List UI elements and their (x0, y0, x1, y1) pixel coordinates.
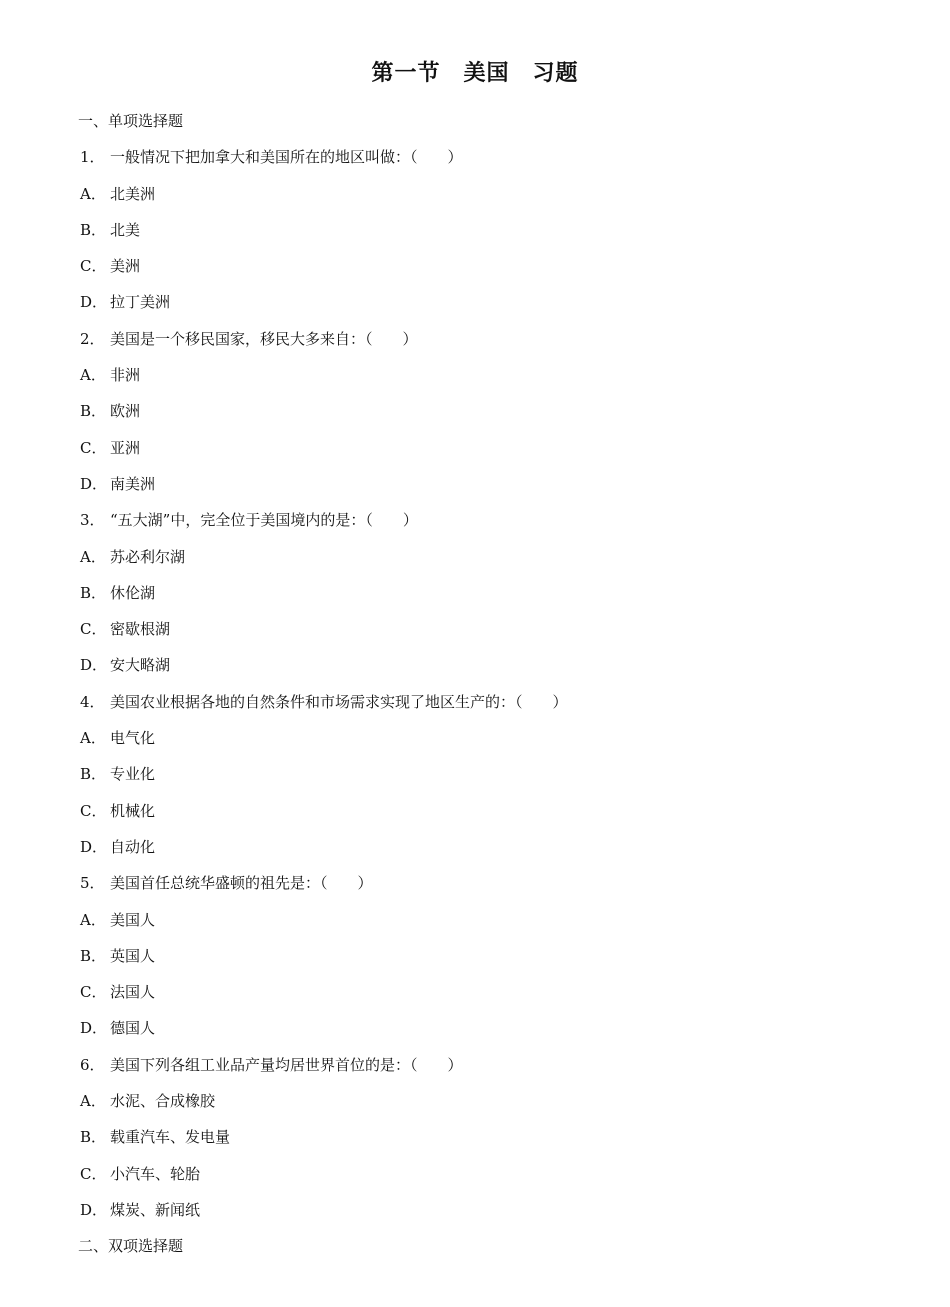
answer-option (0, 544, 950, 580)
option-letter: A． (80, 366, 106, 385)
option-letter: C． (80, 1164, 107, 1183)
option-letter: B． (80, 220, 107, 239)
answer-option (0, 253, 950, 289)
answer-option (0, 289, 950, 325)
option-text: 美国人 (110, 910, 156, 929)
answer-option (0, 398, 950, 434)
option-text: 载重汽车、发电量 (110, 1128, 231, 1147)
section-heading: 二、双项选择题 (78, 1237, 184, 1256)
option-text: 拉丁美洲 (110, 293, 171, 312)
option-text: 机械化 (110, 801, 156, 820)
option-letter: B． (80, 765, 107, 784)
question-number: 4． (80, 692, 105, 711)
section-heading: 一、单项选择题 (78, 112, 184, 130)
option-letter: A． (80, 547, 106, 566)
question-number: 2． (80, 329, 105, 348)
answer-option (0, 1197, 950, 1233)
question-text: “五大湖”中，完全位于美国境内的是：（ ） (110, 511, 418, 530)
answer-option (0, 435, 950, 471)
option-text: 水泥、合成橡胶 (110, 1092, 216, 1111)
option-text: 德国人 (110, 1019, 156, 1038)
option-text: 密歇根湖 (110, 620, 171, 639)
question (0, 144, 950, 180)
answer-option (0, 217, 950, 253)
option-letter: C． (80, 620, 107, 639)
option-letter: C． (80, 438, 107, 457)
option-text: 美洲 (110, 257, 141, 276)
option-text: 欧洲 (110, 402, 141, 421)
question (0, 870, 950, 906)
option-text: 专业化 (110, 765, 156, 784)
option-letter: B． (80, 1128, 107, 1147)
answer-option (0, 362, 950, 398)
answer-option (0, 834, 950, 870)
question-number: 5． (80, 874, 105, 893)
question-number: 3． (80, 511, 105, 530)
option-letter: A． (80, 1092, 106, 1111)
answer-option (0, 1088, 950, 1124)
option-text: 电气化 (110, 729, 156, 748)
answer-option (0, 616, 950, 652)
option-text: 休伦湖 (110, 583, 156, 602)
option-letter: C． (80, 257, 107, 276)
option-text: 北美洲 (110, 184, 156, 203)
answer-option (0, 1015, 950, 1051)
option-letter: A． (80, 184, 106, 203)
question-text: 美国首任总统华盛顿的祖先是：（ ） (110, 874, 373, 893)
option-text: 苏必利尔湖 (110, 547, 186, 566)
option-text: 英国人 (110, 946, 156, 965)
option-text: 南美洲 (110, 474, 156, 493)
option-letter: D． (80, 656, 108, 675)
question-number: 1． (80, 148, 105, 167)
answer-option (0, 1161, 950, 1197)
answer-option (0, 1124, 950, 1160)
question-number: 6． (80, 1055, 105, 1074)
question (0, 507, 950, 543)
option-text: 煤炭、新闻纸 (110, 1200, 201, 1219)
answer-option (0, 979, 950, 1015)
question-list (0, 108, 950, 1270)
answer-option (0, 907, 950, 943)
option-letter: B． (80, 402, 107, 421)
answer-option (0, 580, 950, 616)
option-letter: D． (80, 293, 108, 312)
question-text: 美国是一个移民国家，移民大多来自：（ ） (110, 329, 418, 348)
option-letter: C． (80, 983, 107, 1002)
question (0, 326, 950, 362)
answer-option (0, 652, 950, 688)
page-title: 第一节 美国 习题 (371, 60, 579, 86)
option-text: 自动化 (110, 837, 156, 856)
answer-option (0, 761, 950, 797)
option-text: 安大略湖 (110, 656, 171, 675)
answer-option (0, 943, 950, 979)
option-letter: D． (80, 837, 108, 856)
option-letter: D． (80, 1019, 108, 1038)
option-letter: D． (80, 474, 108, 493)
option-letter: A． (80, 729, 106, 748)
question-text: 美国农业根据各地的自然条件和市场需求实现了地区生产的：（ ） (110, 692, 568, 711)
option-letter: B． (80, 583, 107, 602)
question-text: 美国下列各组工业品产量均居世界首位的是：（ ） (110, 1055, 463, 1074)
option-text: 法国人 (110, 983, 156, 1002)
question-text: 一般情况下把加拿大和美国所在的地区叫做：（ ） (110, 148, 463, 167)
option-text: 小汽车、轮胎 (110, 1164, 201, 1183)
option-letter: A． (80, 910, 106, 929)
question (0, 1052, 950, 1088)
option-text: 非洲 (110, 366, 141, 385)
option-text: 北美 (110, 220, 141, 239)
option-letter: D． (80, 1200, 108, 1219)
question (0, 689, 950, 725)
option-text: 亚洲 (110, 438, 141, 457)
option-letter: B． (80, 946, 107, 965)
answer-option (0, 798, 950, 834)
answer-option (0, 181, 950, 217)
answer-option (0, 471, 950, 507)
option-letter: C． (80, 801, 107, 820)
answer-option (0, 725, 950, 761)
